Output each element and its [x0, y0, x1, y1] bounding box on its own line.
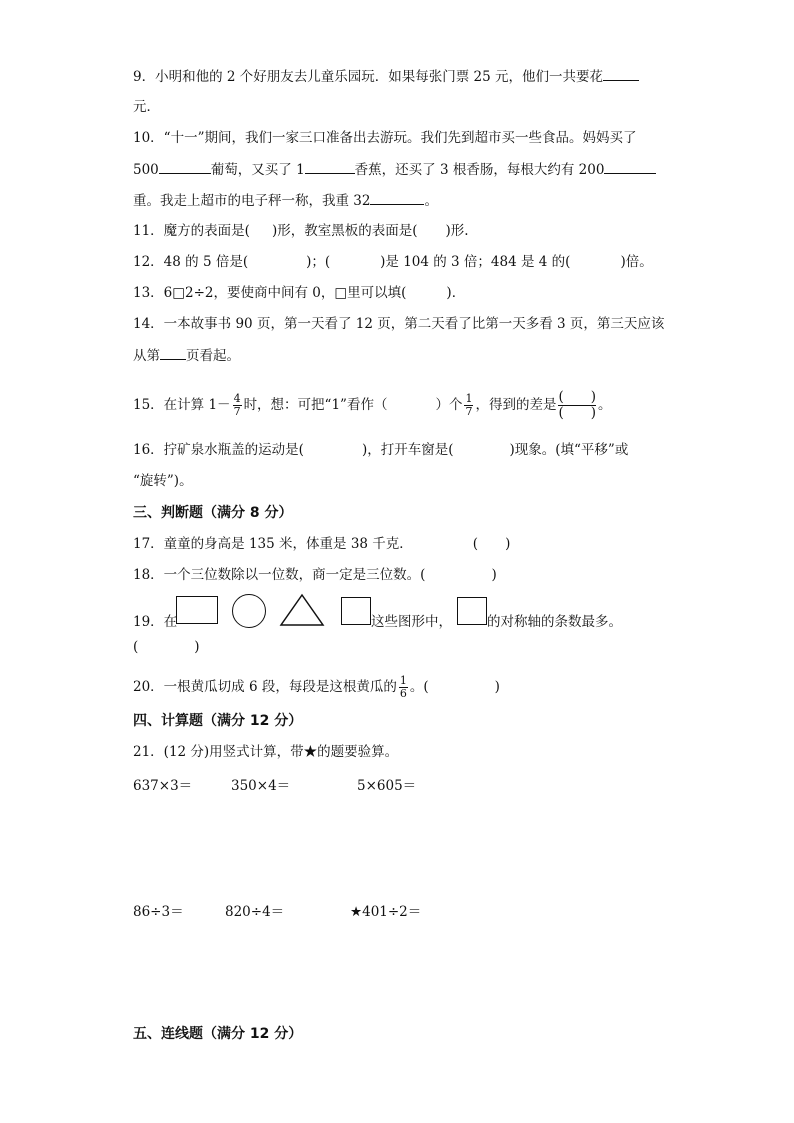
- q11-text-c: )形.: [445, 223, 469, 239]
- question-18: [133, 565, 497, 585]
- question-13: [133, 283, 465, 303]
- q15-frac1-denominator: 7: [233, 405, 241, 418]
- calc-item: 5×605＝: [357, 778, 417, 794]
- question-11: [133, 221, 469, 241]
- q12-text-a: 12．48 的 5 倍是(: [133, 254, 249, 270]
- q12-text-b: )；(: [306, 254, 331, 270]
- question-16-line2: [133, 471, 193, 491]
- question-17: [133, 534, 510, 554]
- q14-text-b: 页看起。: [186, 348, 240, 364]
- q19-paren-close: ): [194, 639, 200, 655]
- q15-answer-numerator[interactable]: ( ): [558, 389, 597, 405]
- q9-blank[interactable]: [603, 66, 639, 81]
- q10-text-e: 。: [424, 193, 438, 209]
- q11-text-a: 11．魔方的表面是(: [133, 223, 250, 239]
- q19-text-a: 19．在: [133, 614, 178, 630]
- q16-text-a: 16．拧矿泉水瓶盖的运动是(: [133, 442, 304, 458]
- question-19-end: [487, 612, 622, 632]
- q14-blank[interactable]: [160, 345, 186, 360]
- q10-text-a: 500: [133, 162, 159, 178]
- q19-text-b: 这些图形中，: [371, 614, 452, 630]
- rectangle-shape-icon: [176, 596, 218, 624]
- question-19-mid: [371, 612, 452, 632]
- q12-text-d: )倍。: [620, 254, 653, 270]
- square-shape-answer-icon: [457, 597, 487, 625]
- question-14-line2: [133, 345, 240, 366]
- q16-text-c: )现象。(填“平移”或: [509, 442, 629, 458]
- q13-text-a: 13．6□2÷2，要使商中间有 0，□里可以填(: [133, 285, 407, 301]
- q14-text-a: 从第: [133, 348, 160, 364]
- q10-text-d: 重。我走上超市的电子秤一称，我重 32: [133, 193, 371, 209]
- q20-frac-denominator: 6: [399, 687, 407, 700]
- q9-unit: 元．: [133, 99, 160, 115]
- calc-item: 350×4＝: [231, 778, 291, 794]
- calc-item: 86÷3＝: [133, 904, 184, 920]
- q15-text-d: ，得到的差是: [475, 397, 557, 413]
- q15-text-c: ）个: [435, 397, 463, 413]
- q10-line1: 10．“十一”期间，我们一家三口准备出去游玩。我们先到超市买一些食品。妈妈买了: [133, 130, 637, 146]
- section-4-heading: 四、计算题（满分 12 分）: [133, 713, 303, 729]
- q18-text: 18．一个三位数除以一位数，商一定是三位数。(: [133, 567, 426, 583]
- triangle-shape-icon: [279, 593, 325, 627]
- q15-answer-fraction[interactable]: [558, 390, 596, 421]
- q9-text: 9．小明和他的 2 个好朋友去儿童乐园玩．如果每张门票 25 元，他们一共要花: [133, 69, 604, 85]
- q15-fraction-4-7: [233, 393, 242, 418]
- q15-answer-denominator[interactable]: ( ): [558, 405, 597, 421]
- q11-text-b: )形，教室黑板的表面是(: [271, 223, 418, 239]
- question-16: [133, 440, 628, 460]
- question-12: [133, 252, 653, 272]
- q19-text-c: 的对称轴的条数最多。: [487, 614, 622, 630]
- q17-text: 17．童童的身高是 135 米，体重是 38 千克．: [133, 536, 413, 552]
- question-10-line3: [133, 190, 438, 211]
- section-5-heading: 五、连线题（满分 12 分）: [133, 1026, 303, 1042]
- question-19-answer-line: [133, 637, 200, 657]
- q19-paren-open: (: [133, 639, 139, 655]
- square-shape-icon: [341, 597, 371, 625]
- calc-item-starred: ★401÷2＝: [350, 904, 422, 920]
- q18-text-b: ): [491, 567, 497, 583]
- q15-text-e: 。: [598, 397, 612, 413]
- question-10-line2: [133, 159, 656, 180]
- q10-text-b: 葡萄，又买了 1: [210, 162, 305, 178]
- question-10: [133, 128, 636, 148]
- q10-blank-2[interactable]: [305, 159, 355, 174]
- question-14: [133, 314, 664, 334]
- q15-frac2-numerator: 1: [465, 392, 473, 405]
- q15-fraction-1-7: [464, 393, 473, 418]
- q14-line1: 14．一本故事书 90 页，第一天看了 12 页，第二天看了比第一天多看 3 页，第三天应该: [133, 316, 665, 332]
- q15-text-a: 15．在计算 1－: [133, 397, 231, 413]
- section-3-heading: 三、判断题（满分 8 分）: [133, 505, 293, 521]
- q15-frac1-numerator: 4: [233, 392, 241, 405]
- q12-text-c: )是 104 的 3 倍；484 是 4 的(: [380, 254, 571, 270]
- question-19: [133, 612, 177, 632]
- q15-text-b: 时，想：可把“1”看作（: [243, 397, 388, 413]
- q20-text-c: ): [494, 679, 500, 695]
- question-20: [133, 675, 500, 700]
- circle-shape-icon: [232, 594, 266, 628]
- q10-blank-4[interactable]: [370, 190, 424, 205]
- q16-line2: “旋转”)。: [133, 473, 193, 489]
- q13-text-b: )．: [446, 285, 466, 301]
- question-15: [133, 390, 612, 421]
- q20-frac-numerator: 1: [399, 674, 407, 687]
- q15-frac2-denominator: 7: [465, 405, 473, 418]
- q17-answer[interactable]: ( ): [472, 536, 511, 552]
- q20-fraction-1-6: [399, 675, 408, 700]
- question-21-title: 21．(12 分)用竖式计算，带★的题要验算。: [133, 744, 399, 760]
- calc-item: 820÷4＝: [225, 904, 285, 920]
- question-9: [133, 66, 639, 87]
- question-9-cont: [133, 97, 160, 117]
- q20-text-a: 20．一根黄瓜切成 6 段，每段是这根黄瓜的: [133, 679, 397, 695]
- q10-blank-1[interactable]: [159, 159, 211, 174]
- q20-text-b: 。(: [409, 679, 429, 695]
- q10-text-c: 香蕉，还买了 3 根香肠，每根大约有 200: [354, 162, 605, 178]
- q16-text-b: )，打开车窗是(: [361, 442, 454, 458]
- calc-item: 637×3＝: [133, 778, 193, 794]
- q10-blank-3[interactable]: [604, 159, 656, 174]
